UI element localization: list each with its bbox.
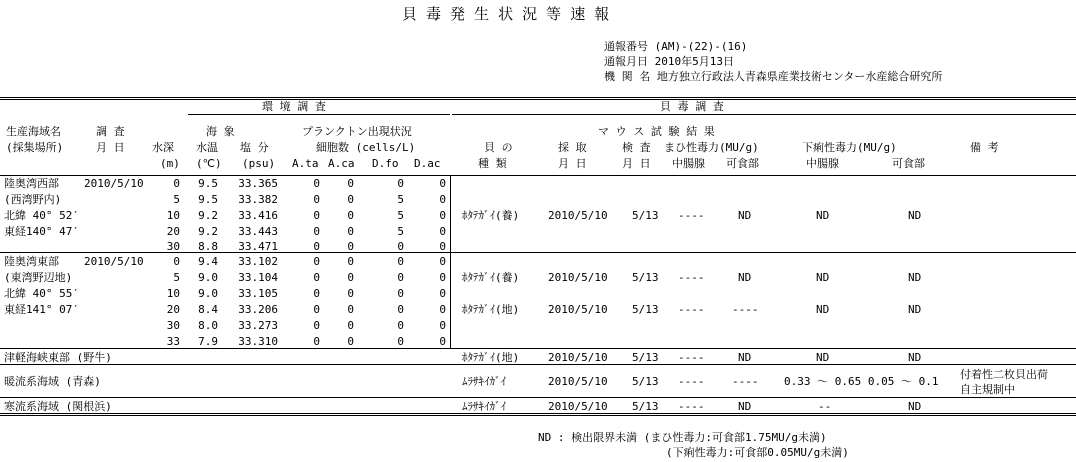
report-date: 通報月日 2010年5月13日 xyxy=(604,55,734,68)
cell-dfo: 0 xyxy=(397,271,404,284)
row-rule-4 xyxy=(0,397,1076,398)
organization: 機 関 名 地方独立行政法人青森県産業技術センター水産総合研究所 xyxy=(604,70,943,83)
cell-aca: 0 xyxy=(347,193,354,206)
header-psp-midgut: 中腸腺 xyxy=(672,157,705,170)
dsp-midgut: ND xyxy=(816,209,830,222)
depth: 0 xyxy=(173,177,180,190)
salinity: 33.365 xyxy=(238,177,278,190)
depth: 10 xyxy=(166,287,180,300)
table-bottom-rule xyxy=(0,413,1076,416)
depth: 30 xyxy=(166,319,180,332)
cell-dfo: 5 xyxy=(397,193,404,206)
temperature: 9.0 xyxy=(198,287,218,300)
row-rule-1 xyxy=(0,252,1076,253)
salinity: 33.273 xyxy=(238,319,278,332)
header-species-dac: D.ac xyxy=(414,157,441,170)
catch-date: 2010/5/10 xyxy=(548,375,608,388)
header-catch-date: 月 日 xyxy=(558,157,587,170)
test-date: 5/13 xyxy=(632,351,659,364)
row-rule-3 xyxy=(0,364,1076,365)
shell-type: ﾎﾀﾃｶﾞｲ(地) xyxy=(462,303,520,316)
header-bottom-rule xyxy=(0,175,1076,176)
area-name: 陸奥湾西部 xyxy=(4,177,59,190)
cell-aca: 0 xyxy=(347,240,354,253)
cell-dfo: 0 xyxy=(397,240,404,253)
area-name: 津軽海峡東部 (野牛) xyxy=(4,351,112,364)
area-name: 暖流系海域 (青森) xyxy=(4,375,101,388)
header-dsp-midgut: 中腸腺 xyxy=(806,157,839,170)
temperature: 8.0 xyxy=(198,319,218,332)
header-shell: 貝 の xyxy=(484,141,513,154)
header-psp-edible: 可食部 xyxy=(726,157,759,170)
catch-date: 2010/5/10 xyxy=(548,271,608,284)
area-name: 寒流系海域 (関根浜) xyxy=(4,400,112,413)
temperature: 9.2 xyxy=(198,209,218,222)
header-survey-date: 月 日 xyxy=(96,141,125,154)
cell-dfo: 5 xyxy=(397,209,404,222)
dsp-edible: ND xyxy=(908,271,922,284)
temperature: 8.4 xyxy=(198,303,218,316)
cell-aca: 0 xyxy=(347,209,354,222)
header-area: 生産海域名 xyxy=(6,125,61,138)
table-top-rule xyxy=(0,97,1076,100)
test-date: 5/13 xyxy=(632,303,659,316)
cell-dac: 0 xyxy=(439,303,446,316)
cell-dac: 0 xyxy=(439,319,446,332)
header-species-dfo: D.fo xyxy=(372,157,399,170)
header-ocean: 海 象 xyxy=(206,125,235,138)
catch-date: 2010/5/10 xyxy=(548,209,608,222)
depth: 20 xyxy=(166,225,180,238)
shell-type: ﾑﾗｻｷｲｶﾞｲ xyxy=(462,375,506,388)
header-test: 検 査 xyxy=(622,141,651,154)
cell-dac: 0 xyxy=(439,193,446,206)
header-dsp-edible: 可食部 xyxy=(892,157,925,170)
header-remark: 備 考 xyxy=(970,141,999,154)
cell-ata: 0 xyxy=(313,193,320,206)
temperature: 8.8 xyxy=(198,240,218,253)
cell-ata: 0 xyxy=(313,240,320,253)
dsp-midgut: ND xyxy=(816,351,830,364)
cell-dfo: 0 xyxy=(397,319,404,332)
temperature: 7.9 xyxy=(198,335,218,348)
cell-aca: 0 xyxy=(347,319,354,332)
header-salinity: 塩 分 xyxy=(240,141,269,154)
report-number: 通報番号 (AM)-(22)-(16) xyxy=(604,40,748,53)
cell-dac: 0 xyxy=(439,287,446,300)
test-date: 5/13 xyxy=(632,271,659,284)
cell-aca: 0 xyxy=(347,271,354,284)
cell-aca: 0 xyxy=(347,255,354,268)
cell-dfo: 0 xyxy=(397,287,404,300)
header-dsp: 下痢性毒力(MU/g) xyxy=(802,141,897,154)
dsp-midgut: -- xyxy=(818,400,832,413)
test-date: 5/13 xyxy=(632,375,659,388)
salinity: 33.102 xyxy=(238,255,278,268)
depth: 5 xyxy=(173,193,180,206)
temperature: 9.5 xyxy=(198,193,218,206)
cell-ata: 0 xyxy=(313,287,320,300)
psp-edible: ND xyxy=(738,400,752,413)
header-temp: 水温 xyxy=(196,141,218,154)
cell-aca: 0 xyxy=(347,287,354,300)
salinity: 33.105 xyxy=(238,287,278,300)
survey-date: 2010/5/10 xyxy=(84,255,144,268)
header-cell-count: 細胞数 (cells/L) xyxy=(316,141,416,154)
survey-date: 2010/5/10 xyxy=(84,177,144,190)
cell-dac: 0 xyxy=(439,255,446,268)
catch-date: 2010/5/10 xyxy=(548,303,608,316)
area-name: 東経140° 47′ xyxy=(4,225,79,238)
cell-aca: 0 xyxy=(347,177,354,190)
dsp-values: 0.33 ～ 0.65 0.05 ～ 0.1 xyxy=(784,375,939,388)
cell-aca: 0 xyxy=(347,303,354,316)
depth: 33 xyxy=(166,335,180,348)
header-salinity-unit: (psu) xyxy=(242,157,276,170)
psp-midgut: ---- xyxy=(678,271,705,284)
psp-midgut: ---- xyxy=(678,375,705,388)
header-plankton: プランクトン出現状況 xyxy=(302,125,412,138)
salinity: 33.104 xyxy=(238,271,278,284)
cell-ata: 0 xyxy=(313,225,320,238)
depth: 20 xyxy=(166,303,180,316)
salinity: 33.416 xyxy=(238,209,278,222)
header-shell-kind: 種 類 xyxy=(478,157,507,170)
footnote-line1: ND : 検出限界未満 (まひ性毒力:可食部1.75MU/g未満) xyxy=(538,431,827,444)
temperature: 9.5 xyxy=(198,177,218,190)
cell-ata: 0 xyxy=(313,255,320,268)
cell-aca: 0 xyxy=(347,335,354,348)
psp-edible: ND xyxy=(738,209,752,222)
salinity: 33.471 xyxy=(238,240,278,253)
psp-midgut: ---- xyxy=(678,400,705,413)
header-catch: 採 取 xyxy=(558,141,587,154)
dsp-midgut: ND xyxy=(816,271,830,284)
psp-edible: ND xyxy=(738,271,752,284)
dsp-edible: ND xyxy=(908,400,922,413)
cell-dfo: 0 xyxy=(397,303,404,316)
header-species-aca: A.ca xyxy=(328,157,355,170)
shell-type: ﾎﾀﾃｶﾞｲ(養) xyxy=(462,209,520,222)
cell-ata: 0 xyxy=(313,271,320,284)
header-depth: 水深 xyxy=(152,141,174,154)
area-name: 陸奥湾東部 xyxy=(4,255,59,268)
page-title: 貝 毒 発 生 状 況 等 速 報 xyxy=(402,5,610,23)
area-name: (西湾野内) xyxy=(4,193,62,206)
salinity: 33.310 xyxy=(238,335,278,348)
header-mouse-test: マ ウ ス 試 験 結 果 xyxy=(598,125,715,138)
temperature: 9.2 xyxy=(198,225,218,238)
catch-date: 2010/5/10 xyxy=(548,351,608,364)
cell-ata: 0 xyxy=(313,319,320,332)
header-species-ata: A.ta xyxy=(292,157,319,170)
cell-dfo: 5 xyxy=(397,225,404,238)
psp-edible: ---- xyxy=(732,375,759,388)
depth: 10 xyxy=(166,209,180,222)
cell-dac: 0 xyxy=(439,240,446,253)
test-date: 5/13 xyxy=(632,400,659,413)
cell-dac: 0 xyxy=(439,271,446,284)
dsp-edible: ND xyxy=(908,303,922,316)
dsp-edible: ND xyxy=(908,209,922,222)
cell-dac: 0 xyxy=(439,209,446,222)
cell-dfo: 0 xyxy=(397,255,404,268)
psp-edible: ND xyxy=(738,351,752,364)
footnote-line2: (下痢性毒力:可食部0.05MU/g未満) xyxy=(666,446,849,459)
area-name: 北緯 40° 55′ xyxy=(4,287,79,300)
header-env: 環 境 調 査 xyxy=(262,100,326,113)
header-toxin: 貝 毒 調 査 xyxy=(660,100,724,113)
cell-dfo: 0 xyxy=(397,177,404,190)
catch-date: 2010/5/10 xyxy=(548,400,608,413)
psp-edible: ---- xyxy=(732,303,759,316)
cell-ata: 0 xyxy=(313,209,320,222)
cell-dac: 0 xyxy=(439,335,446,348)
header-psp: まひ性毒力(MU/g) xyxy=(664,141,759,154)
header-survey: 調 査 xyxy=(96,125,125,138)
psp-midgut: ---- xyxy=(678,351,705,364)
header-sampling-place: (採集場所) xyxy=(6,141,64,154)
shell-type: ﾎﾀﾃｶﾞｲ(地) xyxy=(462,351,520,364)
toxin-header-rule xyxy=(452,114,1076,115)
cell-ata: 0 xyxy=(313,303,320,316)
shell-type: ﾑﾗｻｷｲｶﾞｲ xyxy=(462,400,506,413)
salinity: 33.443 xyxy=(238,225,278,238)
remark-line1: 付着性二枚貝出荷 xyxy=(960,368,1048,381)
cell-ata: 0 xyxy=(313,335,320,348)
depth: 30 xyxy=(166,240,180,253)
temperature: 9.0 xyxy=(198,271,218,284)
env-header-rule xyxy=(188,114,450,115)
psp-midgut: ---- xyxy=(678,209,705,222)
header-temp-unit: (℃) xyxy=(196,157,222,170)
psp-midgut: ---- xyxy=(678,303,705,316)
area-name: (東湾野辺地) xyxy=(4,271,73,284)
cell-dac: 0 xyxy=(439,225,446,238)
area-name: 北緯 40° 52′ xyxy=(4,209,79,222)
depth: 0 xyxy=(173,255,180,268)
cell-aca: 0 xyxy=(347,225,354,238)
header-depth-unit: (m) xyxy=(160,157,180,170)
header-test-date: 月 日 xyxy=(622,157,651,170)
salinity: 33.206 xyxy=(238,303,278,316)
test-date: 5/13 xyxy=(632,209,659,222)
row-rule-2 xyxy=(0,348,1076,349)
column-divider xyxy=(450,175,451,349)
area-name: 東経141° 07′ xyxy=(4,303,79,316)
dsp-edible: ND xyxy=(908,351,922,364)
cell-dac: 0 xyxy=(439,177,446,190)
shell-type: ﾎﾀﾃｶﾞｲ(養) xyxy=(462,271,520,284)
remark-line2: 自主規制中 xyxy=(960,383,1015,396)
cell-dfo: 0 xyxy=(397,335,404,348)
salinity: 33.382 xyxy=(238,193,278,206)
depth: 5 xyxy=(173,271,180,284)
temperature: 9.4 xyxy=(198,255,218,268)
cell-ata: 0 xyxy=(313,177,320,190)
dsp-midgut: ND xyxy=(816,303,830,316)
